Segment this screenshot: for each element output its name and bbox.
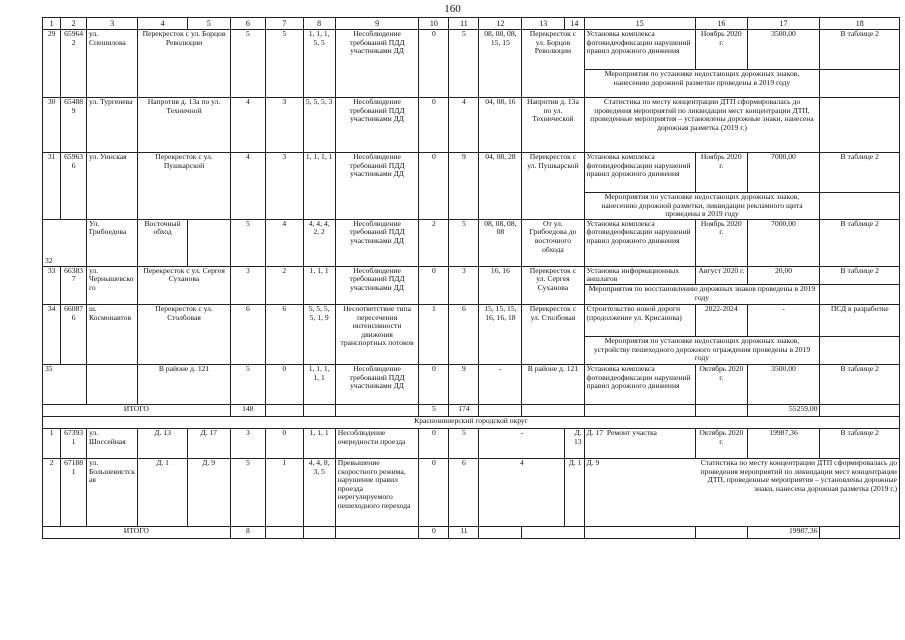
cell [820,526,900,538]
code-cell: 659642 [61,30,87,98]
table-row [43,219,900,266]
amount-cell: 7000,00 [747,219,820,266]
location-cell: Д. 13 [565,428,584,458]
cell: 0 [419,428,449,458]
total-cell: 11 [449,526,479,538]
cell: - [479,364,522,404]
header-cell: 5 [187,18,230,30]
cell: 5 [230,30,265,98]
cell: 3 [230,428,265,458]
street-cell: Ул. Грибоедова [86,219,137,266]
cell: 2 [266,266,304,304]
cell [820,193,900,220]
violation-cell: Несоблюдение требований ПДД участниками ДД [335,219,419,266]
cell [584,526,696,538]
statistics-cell: Статистика по месту концентрации ДТП сформировалась до проведения мероприятий по ликвидации мест концентрации ДТП, проведенные мероприятия – установлены дорожные знаки, нанесена дорожная разметка (2019 г.) [696,458,900,526]
cell: 0 [419,458,449,526]
table-row [43,364,900,404]
location-cell: Перекресток с ул. Борцов Революции [522,30,584,98]
row-number: 29 [43,30,61,98]
table-row [43,30,900,70]
location-cell: В районе д. 121 [522,364,584,404]
cell: 1 [419,304,449,364]
cell: 5 [230,458,265,526]
location-cell: В районе д. 121 [138,364,230,404]
header-cell: 12 [479,18,522,30]
location-cell: Перекресток с ул. Столбовая [522,304,584,364]
code-cell: 654889 [61,98,87,153]
date-cell: Октябрь 2020 г. [696,364,747,404]
date-cell: Ноябрь 2020 г. [696,219,747,266]
violation-cell: Несоблюдение требований ПДД участниками ДД [335,153,419,220]
cell: 5 [449,428,479,458]
code-cell: 671881 [61,458,87,526]
violation-cell: Несоответствие типа пересечения интенсивности движения транспортных потоков [335,304,419,364]
amount-cell: 19987,36 [747,428,820,458]
note-cell: В таблице 2 [820,428,900,458]
header-cell: 4 [138,18,187,30]
header-cell: 2 [61,18,87,30]
cell: 4 [230,153,265,220]
measure-cell: Строительство новой дороги (продолжение ул. Крисанова) [584,304,696,336]
measure-cell: Установка комплекса фотовидеофиксации нарушений правил дорожного движения [584,30,696,70]
header-cell: 10 [419,18,449,30]
cell: 1, 1, 1, 5, 5 [303,30,335,98]
cell [820,98,900,153]
location-cell: Напротив д. 13а по ул. Техничной [138,98,230,153]
note-cell: В таблице 2 [820,266,900,284]
location-cell: Д. 9 [586,458,600,467]
header-cell: 11 [449,18,479,30]
date-cell: Ноябрь 2020 г. [696,30,747,70]
location-cell: Д. 1 [565,458,584,526]
note-cell: В таблице 2 [820,153,900,193]
cell: 0 [419,98,449,153]
cell [696,526,747,538]
section-title: Красновишерский городской округ [43,416,900,428]
header-cell: 13 [522,18,565,30]
violation-cell: Превышение скоростного режима, нарушение правил проезда нерегулируемого пешеходного перехода [335,458,419,526]
street-cell: ул. Спешилова [86,30,137,98]
code-cell: 673931 [61,428,87,458]
street-cell: ш. Космонавтов [86,304,137,364]
header-cell: 7 [266,18,304,30]
table-row [43,458,900,526]
cell: 5 [449,219,479,266]
cell: 08, 08, 08, 15, 15 [479,30,522,98]
cell: - [479,428,565,458]
section-row [43,416,900,428]
cell [266,404,304,416]
cell: 5 [230,364,265,404]
cell: 5, 5, 5, 3 [303,98,335,153]
total-label: ИТОГО [43,526,231,538]
cell [522,526,584,538]
note-cell: В таблице 2 [820,30,900,70]
cell: 3 [266,153,304,220]
cell: 4 [449,98,479,153]
cell: 3 [230,266,265,304]
cell: 6 [449,304,479,364]
date-cell: Ноябрь 2020 г. [696,153,747,193]
header-cell: 6 [230,18,265,30]
street-cell: ул. Тургенева [86,98,137,153]
location-cell: Д. 9 [187,458,230,526]
location-cell: Перекресток с ул. Пушкарской [522,153,584,220]
cell: 08, 08, 08, 08 [479,219,522,266]
amount-cell: 7000,00 [747,153,820,193]
amount-cell: - [747,304,820,336]
location-cell: Восточный обход [138,219,187,266]
violation-cell: Несоблюдение очередности проезда [335,428,419,458]
data-table [42,17,900,539]
cell [820,336,900,364]
cell [303,526,335,538]
cell: 4, 4, 8, 3, 5 [303,458,335,526]
location-cell: Перекресток с ул. Сергея Суханова [138,266,230,304]
measure-cell [584,428,696,458]
cell [522,404,584,416]
cell: 6 [449,458,479,526]
date-cell: 2022-2024 [696,304,747,336]
cell: 4 [479,458,565,526]
violation-cell: Несоблюдение требований ПДД участниками ДД [335,266,419,304]
row-number: 2 [43,458,61,526]
total-label: ИТОГО [43,404,231,416]
cell: 16, 16 [479,266,522,304]
cell [266,526,304,538]
total-cell: 0 [419,526,449,538]
table-row [43,98,900,153]
violation-cell: Несоблюдение требований ПДД участниками ДД [335,98,419,153]
header-cell: 1 [43,18,61,30]
cell: 4 [230,98,265,153]
cell [187,219,230,266]
cell: 0 [419,364,449,404]
measure-cell: Установка комплекса фотовидеофиксации нарушений правил дорожного движения [584,153,696,193]
cell: 3 [449,266,479,304]
header-cell: 16 [696,18,747,30]
cell [335,404,419,416]
header-cell: 18 [820,18,900,30]
cell: 1, 1, 1, 1, 1 [303,364,335,404]
header-cell: 8 [303,18,335,30]
cell: 1 [266,458,304,526]
street-cell [86,364,137,404]
note-cell: В таблице 2 [820,364,900,404]
location-cell: Перекресток с ул. Столбовая [138,304,230,364]
street-cell: ул. Уинская [86,153,137,220]
amount-cell: 3500,00 [747,30,820,70]
cell: 5 [266,30,304,98]
total-cell: 5 [419,404,449,416]
total-cell: 148 [230,404,265,416]
cell: 4, 4, 4, 2, 2 [303,219,335,266]
cell: 0 [266,364,304,404]
row-number: 1 [43,428,61,458]
cell: 3 [266,98,304,153]
location-cell: Перекресток с ул. Пушкарской [138,153,230,220]
location-cell: Перекресток с ул. Сергея Суханова [522,266,584,304]
violation-cell: Несоблюдение требований ПДД участниками ДД [335,30,419,98]
row-number: 35 [43,364,87,404]
cell: 5 [449,30,479,98]
cell [303,404,335,416]
cell: 4 [266,219,304,266]
location-cell: Д. 13 [138,428,187,458]
measure-text: Ремонт участка [606,428,657,437]
table-row [43,266,900,284]
cell: 0 [419,266,449,304]
cell: 0 [419,30,449,98]
total-row [43,526,900,538]
date-cell: Август 2020 г. [696,266,747,284]
cell: 0 [266,428,304,458]
row-number: 34 [43,304,61,364]
cell [479,404,522,416]
cell: 9 [449,153,479,220]
table-row [43,428,900,458]
cell: 5 [230,219,265,266]
header-cell: 15 [584,18,696,30]
location-cell [584,458,696,526]
total-row [43,404,900,416]
location-cell: Перекресток с ул. Борцов Революции [138,30,230,98]
location-cell: Д. 17 [187,428,230,458]
row-number: 32 [43,219,87,266]
page-number: 160 [444,3,461,15]
note-cell: ПСД в разработке [820,304,900,336]
sub-measure-cell: Мероприятия по восстановлению дорожных знаков проведены в 2019 году [584,284,820,304]
measure-cell: Установка комплекса фотовидеофиксации нарушений правил дорожного движения [584,364,696,404]
total-cell: 174 [449,404,479,416]
cell [820,284,900,304]
row-number: 33 [43,266,61,304]
cell: 1, 1, 1 [303,428,335,458]
cell: 2 [419,219,449,266]
location-cell: От ул. Грибоедова до восточного обхода [522,219,584,266]
code-cell: 663837 [61,266,87,304]
total-cell: 8 [230,526,265,538]
code-cell: 660876 [61,304,87,364]
header-cell: 3 [86,18,137,30]
note-cell: В таблице 2 [820,219,900,266]
sub-measure-cell: Мероприятия по установке недостающих дорожных знаков, нанесению дорожной разметки, ликвидации рекламного щита проведены в 2019 году [584,193,820,220]
sub-measure-cell: Мероприятия по установке недостающих дорожных знаков, нанесению дорожной разметки проведены в 2019 году [584,70,820,98]
total-amount: 55259,00 [747,404,820,416]
location-cell: Напротив д. 13а по ул. Техничеcкой [522,98,584,153]
date-cell: Октябрь 2020 г. [696,428,747,458]
cell: 5, 5, 5, 5, 1, 9 [303,304,335,364]
street-cell: ул. Шоссейная [86,428,137,458]
location-cell: Д. 17 [586,428,604,437]
amount-cell: 20,00 [747,266,820,284]
location-cell: Д. 1 [138,458,187,526]
cell: 04, 08, 16 [479,98,522,153]
cell: 6 [266,304,304,364]
sub-measure-cell: Мероприятия по установке недостающих дорожных знаков, устройству пешеходного дорожного ограждения проведены в 2019 году [584,336,820,364]
cell: 6 [230,304,265,364]
cell [584,404,696,416]
header-cell: 14 [565,18,584,30]
row-number: 31 [43,153,61,220]
header-row [43,18,900,30]
street-cell: ул. Чернышевского [86,266,137,304]
total-amount: 19987,36 [747,526,820,538]
cell [696,404,747,416]
cell: 04, 08, 28 [479,153,522,220]
header-cell: 17 [747,18,820,30]
table-row [43,304,900,336]
statistics-cell: Статистика по месту концентрации ДТП сформировалась до проведения мероприятий по ликвидации мест концентрации ДТП, проведенные мероприятия – установлены дорожные знаки, нанесена дорожная разметка (2019 г.) [584,98,820,153]
cell: 15, 15, 15, 16, 16, 18 [479,304,522,364]
table-row [43,153,900,193]
cell [479,526,522,538]
cell [335,526,419,538]
violation-cell: Несоблюдение требований ПДД участниками ДД [335,364,419,404]
cell [820,70,900,98]
cell: 1, 1, 1, 1 [303,153,335,220]
cell: 1, 1, 1 [303,266,335,304]
amount-cell: 3500,00 [747,364,820,404]
street-cell: ул. Большевистская [86,458,137,526]
cell [820,404,900,416]
header-cell: 9 [335,18,419,30]
measure-cell: Установка информационных аншлагов [584,266,696,284]
cell: 0 [419,153,449,220]
measure-cell: Установка комплекса фотовидеофиксации нарушений правил дорожного движения [584,219,696,266]
row-number: 30 [43,98,61,153]
code-cell: 659636 [61,153,87,220]
cell: 9 [449,364,479,404]
